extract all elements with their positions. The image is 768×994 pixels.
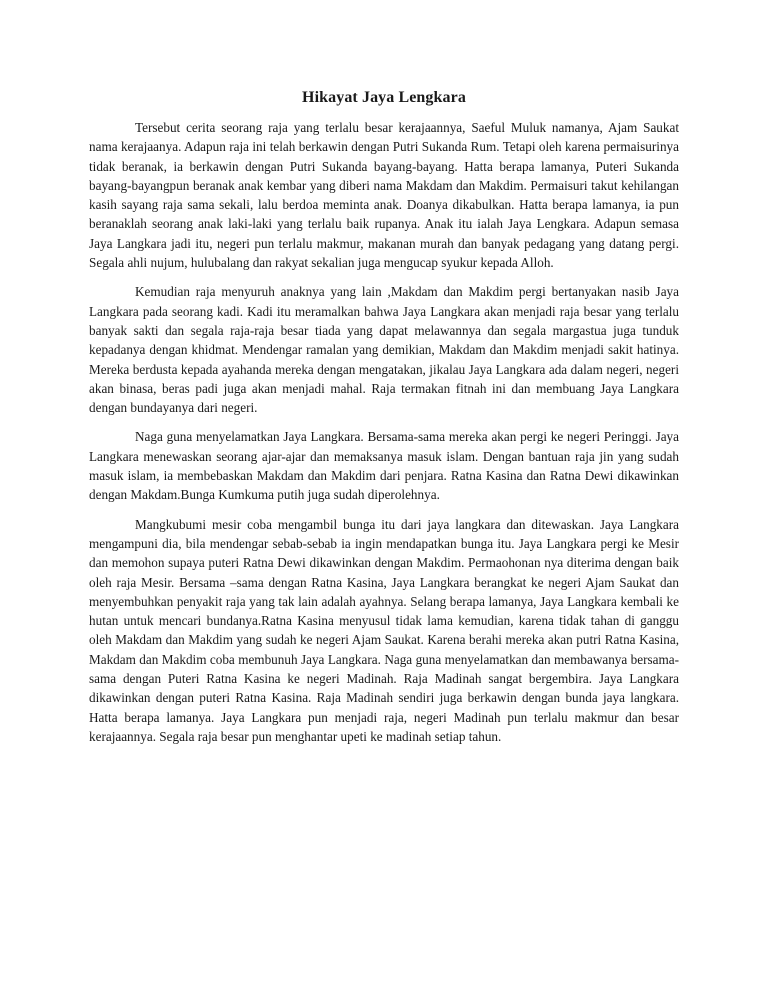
paragraph-1: Tersebut cerita seorang raja yang terlalu besar kerajaannya, Saeful Muluk namanya, Ajam Saukat nama kerajaanya. Adapun raja ini telah berkawin dengan Putri Sukanda Rum. Tetapi oleh karena permaisurinya tidak beranak, ia berkawin dengan Putri Sukanda bayang-bayang. Hatta berapa lamanya, Puteri Sukanda bayang-bayangpun beranak anak kembar yang diberi nama Makdam dan Makdim. Permaisuri takut kehilangan kasih sayang raja sama sekali, lalu berdoa meminta anak. Doanya dikabulkan. Hatta berapa lamanya, ia pun beranaklah seorang anak laki-laki yang terlalu baik rupanya. Anak itu ialah Jaya Lengkara. Adapun semasa Jaya Langkara jadi itu, negeri pun terlalu makmur, makanan murah dan banyak pedagang yang datang pergi. Segala ahli nujum, hulubalang dan rakyat sekalian juga mengucap syukur kepada Alloh. (89, 120, 679, 271)
document-title: Hikayat Jaya Lengkara (302, 89, 466, 106)
document-page (89, 88, 679, 756)
paragraph-2: Kemudian raja menyuruh anaknya yang lain ,Makdam dan Makdim pergi bertanyakan nasib Jaya Langkara pada seorang kadi. Kadi itu meramalkan bahwa Jaya Langkara akan menjadi raja besar yang terlalu banyak sakti dan segala raja-raja besar tiada yang dapat melawannya dan segala margastua juga tunduk kepadanya dengan khidmat. Mendengar ramalan yang demikian, Makdam dan Makdim menjadi sakit hatinya. Mereka berdusta kepada ayahanda mereka dengan mengatakan, jikalau Jaya Langkara ada dalam negeri, negeri akan binasa, beras padi juga akan menjadi mahal. Raja termakan fitnah ini dan membuang Jaya Langkara dengan bundayanya dari negeri. (89, 284, 679, 416)
paragraph-4: Mangkubumi mesir coba mengambil bunga itu dari jaya langkara dan ditewaskan. Jaya Langkara mengampuni dia, bila mendengar sebab-sebab ia ingin mendapatkan bunga itu. Jaya Langkara pergi ke Mesir dan memohon supaya puteri Ratna Dewi dikawinkan dengan Makdim. Permaohonan nya diterima dengan baik oleh raja Mesir. Bersama –sama dengan Ratna Kasina, Jaya Langkara berangkat ke negeri Ajam Saukat dan menyembuhkan penyakit raja yang tak lain adalah ayahnya. Selang berapa lamanya, Jaya Langkara kembali ke hutan untuk mencari bundanya.Ratna Kasina menyusul tidak lama kemudian, karena tidak tahan di ganggu oleh Makdam dan Makdim yang sudah ke negeri Ajam Saukat. Karena berahi mereka akan putri Ratna Kasina, Makdam dan Makdim coba membunuh Jaya Langkara. Naga guna menyelamatkan dan membawanya bersama-sama dengan Puteri Ratna Kasina ke negeri Madinah. Raja Madinah sangat bergembira. Jaya Langkara dikawinkan dengan puteri Ratna Kasina. Raja Madinah sendiri juga berkawin dengan bunda jaya langkara. Hatta berapa lamanya. Jaya Langkara pun menjadi raja, negeri Madinah pun terlalu makmur dan besar kerajaannya. Segala raja besar pun menghantar upeti ke madinah setiap tahun. (89, 516, 679, 744)
paragraph-3: Naga guna menyelamatkan Jaya Langkara. Bersama-sama mereka akan pergi ke negeri Peringgi. Jaya Langkara menewaskan seorang ajar-ajar dan memaksanya masuk islam. Dengan bantuan raja jin yang sudah masuk islam, ia membebaskan Makdam dan Makdim dari penjara. Ratna Kasina dan Ratna Dewi dikawinkan dengan Makdam.Bunga Kumkuma putih juga sudah diperolehnya. (89, 429, 679, 503)
